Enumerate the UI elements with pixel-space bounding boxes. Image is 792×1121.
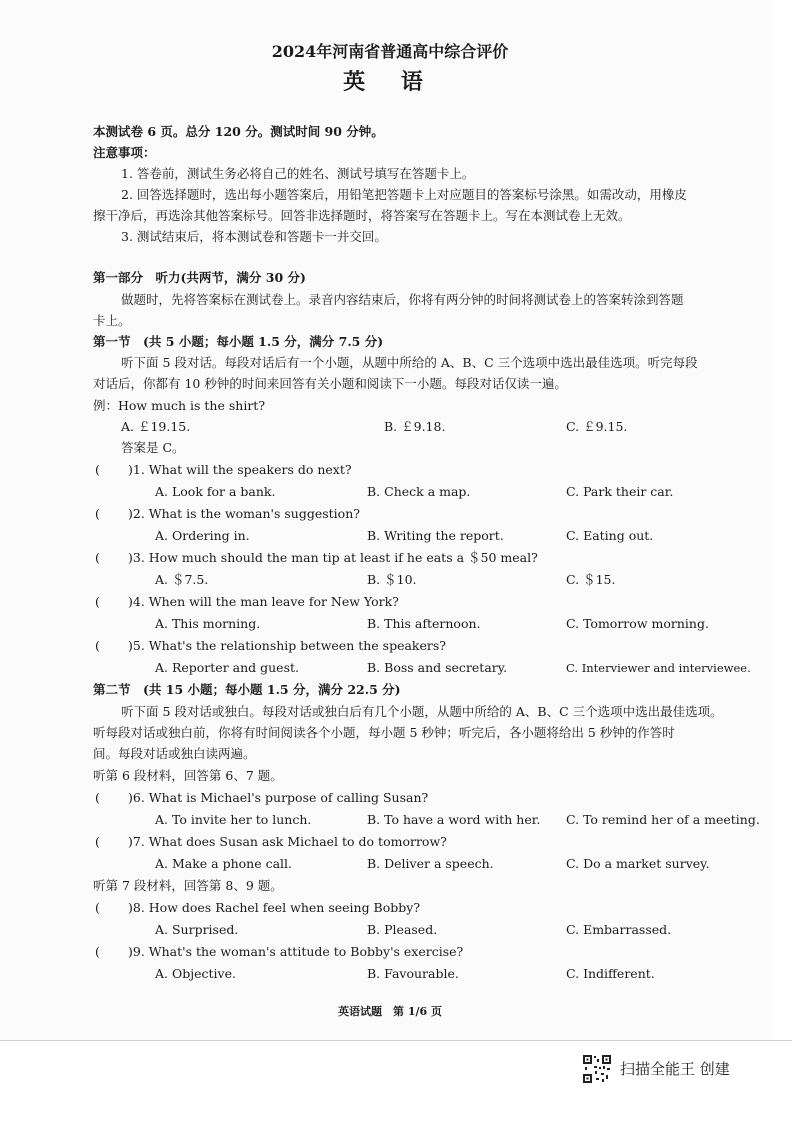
notice-title: 注意事项： [93, 145, 156, 160]
q2-option-a[interactable]: A. Ordering in. [155, 528, 250, 543]
q6-option-b[interactable]: B. To have a word with her. [367, 812, 541, 827]
q7-option-a[interactable]: A. Make a phone call. [155, 856, 293, 871]
question-6: )6. What is Michael's purpose of calling Susan? [128, 790, 429, 805]
q2-option-c[interactable]: C. Eating out. [566, 528, 654, 543]
answer-blank[interactable]: ( [95, 834, 100, 849]
answer-blank[interactable]: ( [95, 550, 100, 565]
part1-heading: 第一部分 听力(共两节，满分 30 分) [93, 270, 306, 285]
q4-option-c[interactable]: C. Tomorrow morning. [566, 616, 709, 631]
q8-option-a[interactable]: A. Surprised. [155, 922, 239, 937]
question-9: )9. What's the woman's attitude to Bobby's exercise? [128, 944, 464, 959]
q1-option-a[interactable]: A. Look for a bank. [155, 484, 276, 499]
question-4: )4. When will the man leave for New York? [128, 594, 399, 609]
exam-title: 2024年河南省普通高中综合评价 [271, 42, 509, 61]
q4-option-b[interactable]: B. This afternoon. [367, 616, 481, 631]
section1-desc-a: 听下面 5 段对话。每段对话后有一个小题，从题中所给的 A、B、C 三个选项中选出最佳选项。听完每段 [121, 355, 698, 370]
answer-blank[interactable]: ( [95, 594, 100, 609]
q4-option-a[interactable]: A. This morning. [155, 616, 261, 631]
q7-option-b[interactable]: B. Deliver a speech. [367, 856, 494, 871]
q5-option-b[interactable]: B. Boss and secretary. [367, 660, 508, 675]
q3-option-a[interactable]: A. ＄7.5. [155, 572, 209, 587]
q9-option-c[interactable]: C. Indifferent. [566, 966, 655, 981]
question-7: )7. What does Susan ask Michael to do tomorrow? [128, 834, 447, 849]
question-1: )1. What will the speakers do next? [128, 462, 352, 477]
notice-2b: 擦干净后，再选涂其他答案标号。回答非选择题时，将答案写在答题卡上。写在本测试卷上无效。 [93, 208, 631, 223]
question-2: )2. What is the woman's suggestion? [128, 506, 360, 521]
example-answer: 答案是 C。 [121, 440, 185, 455]
answer-blank[interactable]: ( [95, 638, 100, 653]
section2-desc-c: 间。每段对话或独白读两遍。 [93, 746, 256, 761]
answer-blank[interactable]: ( [95, 462, 100, 477]
q6-option-a[interactable]: A. To invite her to lunch. [155, 812, 312, 827]
section2-heading: 第二节 (共 15 小题；每小题 1.5 分，满分 22.5 分) [93, 682, 401, 697]
q6-option-c[interactable]: C. To remind her of a meeting. [566, 812, 760, 827]
example-option-c: C. ￡9.15. [566, 419, 628, 434]
example-option-b: B. ￡9.18. [384, 419, 446, 434]
q7-option-c[interactable]: C. Do a market survey. [566, 856, 710, 871]
q8-option-c[interactable]: C. Embarrassed. [566, 922, 672, 937]
section1-desc-b: 对话后，你都有 10 秒钟的时间来回答有关小题和阅读下一小题。每段对话仅读一遍。 [93, 376, 567, 391]
section2-desc-b: 听每段对话或独白前，你将有时间阅读各个小题，每小题 5 秒钟；听完后，各小题将给出 5 秒钟的作答时 [93, 725, 675, 740]
answer-blank[interactable]: ( [95, 900, 100, 915]
part1-desc-b: 卡上。 [93, 313, 131, 328]
material-7-label: 听第 7 段材料，回答第 8、9 题。 [93, 878, 283, 893]
notice-1: 1. 答卷前，测试生务必将自己的姓名、测试号填写在答题卡上。 [121, 166, 475, 181]
answer-blank[interactable]: ( [95, 506, 100, 521]
q9-option-b[interactable]: B. Favourable. [367, 966, 459, 981]
q8-option-b[interactable]: B. Pleased. [367, 922, 438, 937]
example-option-a: A. ￡19.15. [121, 419, 191, 434]
page-footer: 英语试题 第 1/6 页 [338, 1005, 442, 1018]
q9-option-a[interactable]: A. Objective. [155, 966, 236, 981]
q5-option-c[interactable]: C. Interviewer and interviewee. [566, 661, 751, 675]
exam-info: 本测试卷 6 页。总分 120 分。测试时间 90 分钟。 [93, 124, 384, 139]
q3-option-b[interactable]: B. ＄10. [367, 572, 417, 587]
material-6-label: 听第 6 段材料，回答第 6、7 题。 [93, 768, 283, 783]
q1-option-b[interactable]: B. Check a map. [367, 484, 471, 499]
question-3: )3. How much should the man tip at least if he eats a ＄50 meal? [128, 550, 538, 565]
section1-heading: 第一节 (共 5 小题；每小题 1.5 分，满分 7.5 分) [93, 334, 384, 349]
qr-code-icon [582, 1054, 612, 1084]
section2-desc-a: 听下面 5 段对话或独白。每段对话或独白后有几个小题，从题中所给的 A、B、C 三个选项中选出最佳选项。 [121, 704, 723, 719]
answer-blank[interactable]: ( [95, 944, 100, 959]
q2-option-b[interactable]: B. Writing the report. [367, 528, 504, 543]
q5-option-a[interactable]: A. Reporter and guest. [155, 660, 299, 675]
example-question: 例：How much is the shirt? [93, 398, 266, 413]
q1-option-c[interactable]: C. Park their car. [566, 484, 674, 499]
notice-2a: 2. 回答选择题时，选出每小题答案后，用铅笔把答题卡上对应题目的答案标号涂黑。如需改动，用橡皮 [121, 187, 687, 202]
scanner-watermark: 扫描全能王 创建 [620, 1060, 730, 1078]
answer-blank[interactable]: ( [95, 790, 100, 805]
page-divider [0, 1040, 792, 1041]
subject-title: 英 语 [343, 69, 437, 95]
q3-option-c[interactable]: C. ＄15. [566, 572, 616, 587]
part1-desc-a: 做题时，先将答案标在测试卷上。录音内容结束后，你将有两分钟的时间将测试卷上的答案转涂到答题 [121, 292, 684, 307]
question-8: )8. How does Rachel feel when seeing Bobby? [128, 900, 421, 915]
notice-3: 3. 测试结束后，将本测试卷和答题卡一并交回。 [121, 229, 387, 244]
question-5: )5. What's the relationship between the speakers? [128, 638, 446, 653]
